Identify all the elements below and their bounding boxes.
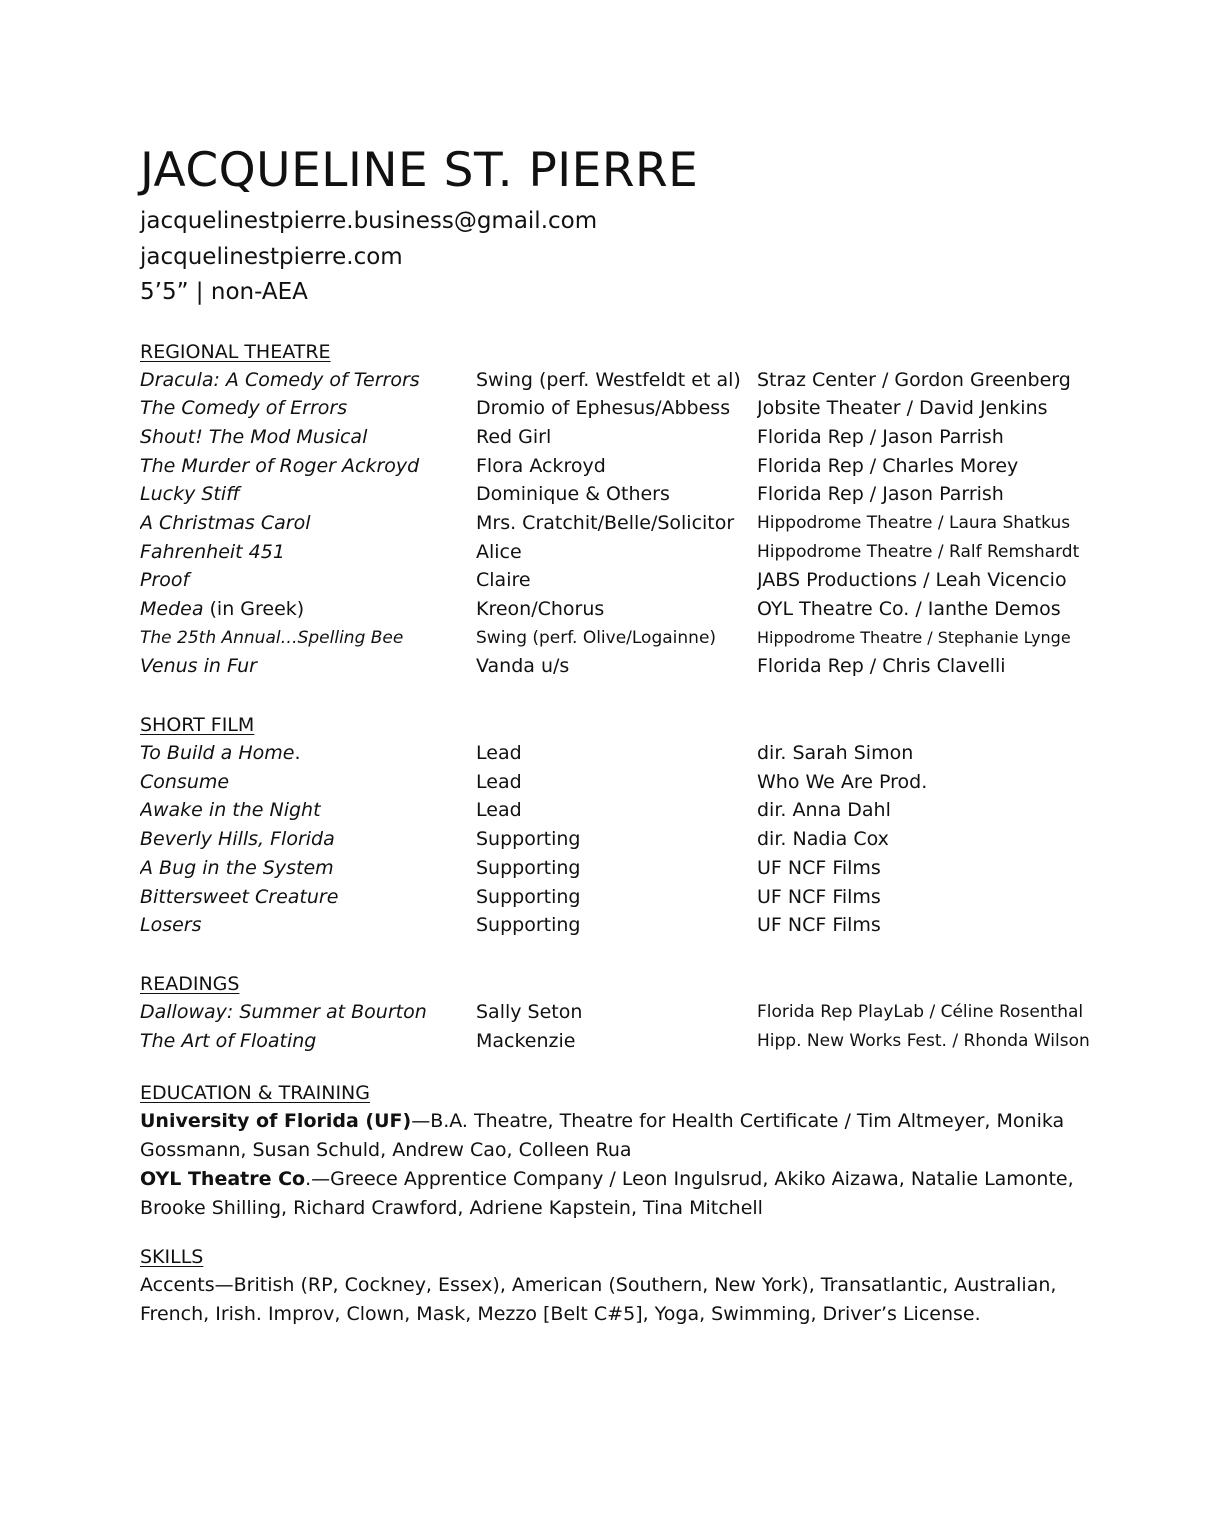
credit-title: Bittersweet Creature: [140, 885, 339, 908]
credit-role: Red Girl: [476, 425, 552, 448]
credit-title: The Comedy of Errors: [140, 397, 348, 420]
credit-title: Beverly Hills, Florida: [140, 828, 335, 851]
credit-role: Dominique & Others: [476, 483, 670, 506]
credit-role: Dromio of Ephesus/Abbess: [476, 397, 731, 420]
credit-company: Hippodrome Theatre / Laura Shatkus: [757, 512, 1071, 533]
credit-company: JABS Productions / Leah Vicencio: [757, 569, 1067, 592]
credit-row: [140, 423, 1100, 452]
credit-title: The Art of Floating: [140, 1029, 317, 1052]
education-detail: .—Greece Apprentice Company / Leon Ingulsrud, Akiko Aizawa, Natalie Lamonte, Brooke Shilling, Richard Crawford, Adriene Kapstein, Tina Mitchell: [140, 1168, 1074, 1220]
credit-title-cell: [140, 595, 476, 624]
credit-role: Lead: [476, 742, 522, 765]
credit-role: Mrs. Cratchit/Belle/Solicitor: [476, 511, 735, 534]
credit-title: Shout! The Mod Musical: [140, 425, 368, 448]
credit-row: [140, 768, 1100, 797]
credit-role: Flora Ackroyd: [476, 454, 606, 477]
credit-role: Claire: [476, 569, 531, 592]
credit-company: Who We Are Prod.: [757, 770, 928, 793]
credit-role: Lead: [476, 799, 522, 822]
contact-email: jacquelinestpierre.business@gmail.com: [140, 208, 598, 234]
credit-title: Lucky Stiff: [140, 483, 240, 506]
education-entry: [140, 1107, 1075, 1165]
credit-company: Hippodrome Theatre / Ralf Remshardt: [757, 541, 1080, 562]
credit-title: Fahrenheit 451: [140, 540, 285, 563]
credit-company: UF NCF Films: [757, 856, 881, 879]
credit-role: Swing (perf. Westfeldt et al): [476, 368, 741, 391]
credit-row: [140, 825, 1100, 854]
credit-role: Lead: [476, 770, 522, 793]
education-detail: —B.A. Theatre, Theatre for Health Certificate / Tim Altmeyer, Monika Gossmann, Susan Schuld, Andrew Cao, Colleen Rua: [140, 1110, 1065, 1162]
credit-row: [140, 595, 1100, 624]
credit-company: Florida Rep / Jason Parrish: [757, 483, 1004, 506]
credit-company: Florida Rep PlayLab / Céline Rosenthal: [757, 1001, 1084, 1022]
credit-title-suffix: .: [294, 742, 301, 765]
education-entry: [140, 1165, 1075, 1223]
credit-company: Florida Rep / Charles Morey: [757, 454, 1019, 477]
credit-role: Supporting: [476, 885, 581, 908]
credit-row: [140, 911, 1100, 940]
education-section: [140, 1079, 1100, 1223]
credit-company: UF NCF Films: [757, 914, 881, 937]
credit-row: [140, 883, 1100, 912]
credit-company: dir. Sarah Simon: [757, 742, 914, 765]
credit-role: Mackenzie: [476, 1029, 576, 1052]
credit-role: Vanda u/s: [476, 655, 570, 678]
credit-row: [140, 566, 1100, 595]
short-film-section: [140, 711, 1100, 940]
credit-row: [140, 480, 1100, 509]
section-heading-regional: REGIONAL THEATRE: [140, 340, 331, 363]
resume-page: [140, 142, 1100, 1329]
credit-role: Supporting: [476, 828, 581, 851]
credit-title: Awake in the Night: [140, 799, 321, 822]
credit-title: Dalloway: Summer at Bourton: [140, 1000, 427, 1023]
credit-company: Hipp. New Works Fest. / Rhonda Wilson: [757, 1030, 1090, 1051]
credit-role: Swing (perf. Olive/Logainne): [476, 627, 717, 648]
credit-title: Proof: [140, 569, 190, 592]
credit-role: Supporting: [476, 856, 581, 879]
credit-title: The 25th Annual…Spelling Bee: [140, 627, 404, 648]
skills-section: [140, 1243, 1100, 1329]
credit-title: Consume: [140, 770, 230, 793]
credit-role: Alice: [476, 540, 522, 563]
resume-name: JACQUELINE ST. PIERRE: [140, 143, 699, 198]
section-heading-film: SHORT FILM: [140, 714, 255, 737]
credit-company: dir. Anna Dahl: [757, 799, 891, 822]
credit-title: Dracula: A Comedy of Terrors: [140, 368, 420, 391]
credit-row: [140, 624, 1100, 653]
credit-company: UF NCF Films: [757, 885, 881, 908]
readings-section: [140, 970, 1100, 1055]
credit-row: [140, 739, 1100, 768]
contact-stats: 5’5” | non-AEA: [140, 279, 308, 305]
credit-row: [140, 854, 1100, 883]
credit-title: To Build a Home: [140, 742, 295, 765]
credit-company: Straz Center / Gordon Greenberg: [757, 368, 1071, 391]
credit-title: A Bug in the System: [140, 856, 334, 879]
credit-row: [140, 652, 1100, 681]
credit-company: dir. Nadia Cox: [757, 828, 889, 851]
credit-row: [140, 998, 1100, 1027]
skills-text: Accents—British (RP, Cockney, Essex), American (Southern, New York), Transatlantic, Australian, French, Irish. Improv, Clown, Mask, Mezzo [Belt C#5], Yoga, Swimming, Driver’s License.: [140, 1274, 1057, 1326]
credit-company: Jobsite Theater / David Jenkins: [757, 397, 1048, 420]
credit-title: Venus in Fur: [140, 655, 257, 678]
section-heading-education: EDUCATION & TRAINING: [140, 1082, 370, 1105]
credit-company: Florida Rep / Jason Parrish: [757, 425, 1004, 448]
credit-role: Supporting: [476, 914, 581, 937]
credit-company: Hippodrome Theatre / Stephanie Lynge: [757, 627, 1071, 647]
regional-theatre-section: [140, 338, 1100, 682]
credit-title: A Christmas Carol: [140, 511, 311, 534]
credit-title-cell: [140, 739, 476, 768]
credit-row: [140, 1027, 1100, 1056]
credit-title: Medea: [140, 598, 204, 620]
credit-role: Kreon/Chorus: [476, 598, 605, 620]
credit-row: [140, 796, 1100, 825]
credit-title: Losers: [140, 914, 202, 937]
credit-row: [140, 509, 1100, 538]
credit-row: [140, 538, 1100, 567]
section-heading-skills: SKILLS: [140, 1246, 204, 1269]
education-school: University of Florida (UF): [140, 1110, 412, 1133]
credit-row: [140, 452, 1100, 481]
contact-website: jacquelinestpierre.com: [140, 243, 403, 270]
credit-row: [140, 394, 1100, 423]
credit-company: Florida Rep / Chris Clavelli: [757, 655, 1006, 678]
credit-row: [140, 366, 1100, 395]
credit-role: Sally Seton: [476, 1000, 583, 1023]
education-school: OYL Theatre Co: [140, 1168, 306, 1191]
section-heading-readings: READINGS: [140, 972, 240, 995]
credit-company: OYL Theatre Co. / Ianthe Demos: [757, 598, 1061, 620]
credit-title-suffix: (in Greek): [203, 598, 305, 620]
credit-title: The Murder of Roger Ackroyd: [140, 454, 420, 477]
